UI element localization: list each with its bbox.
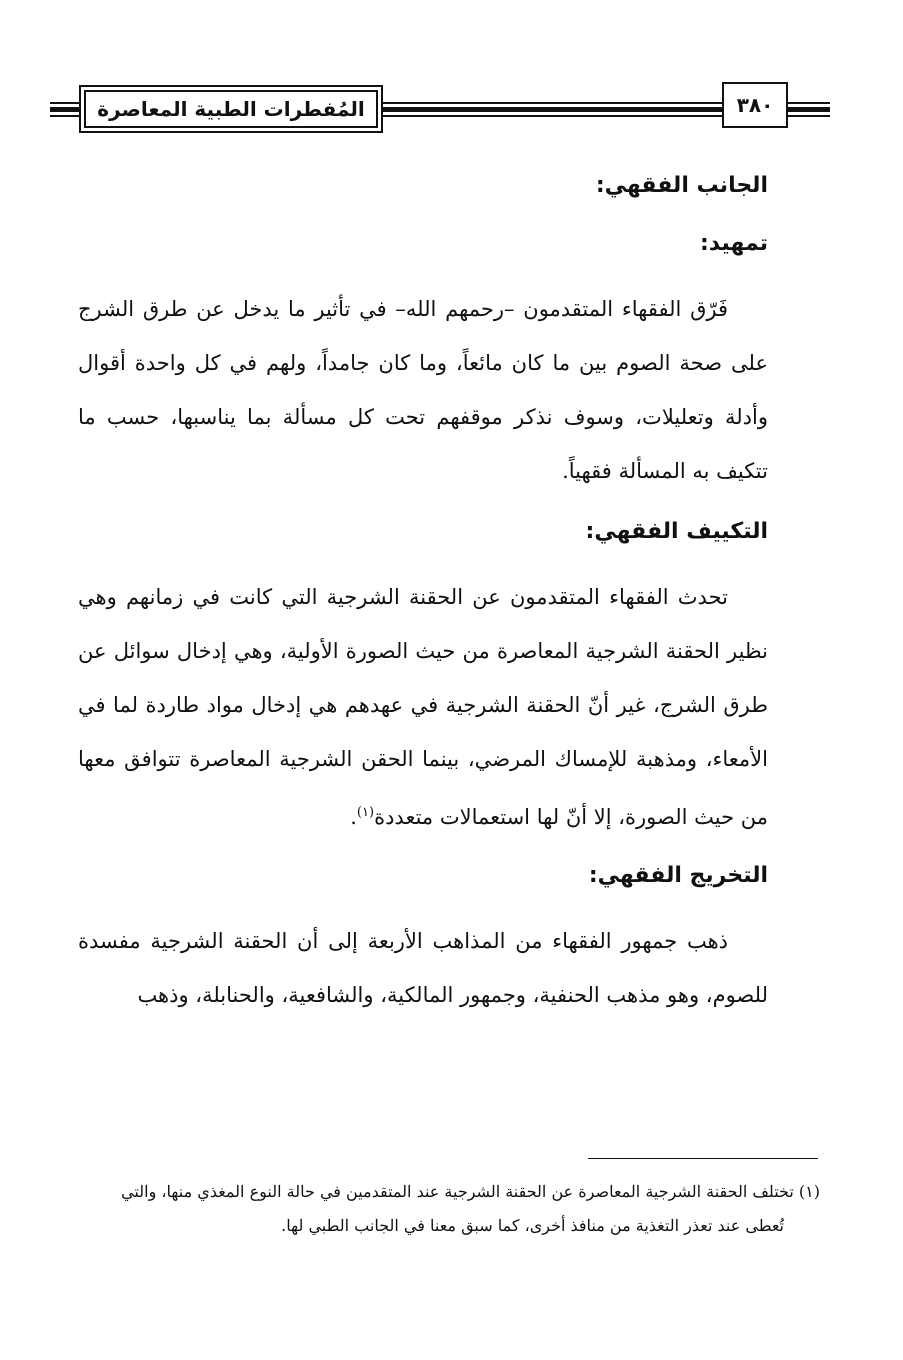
footnotes: [60, 1175, 820, 1243]
paragraph-takyeef-text: تحدث الفقهاء المتقدمون عن الحقنة الشرجية التي كانت في زمانهم وهي نظير الحقنة الشرجية المعاصرة من حيث الصورة الأولية، وهي إدخال سوائل عن طرق الشرج، غير أنّ الحقنة الشرجية في عهدهم هي إدخال مواد طاردة لما في الأمعاء، ومذهبة للإمساك المرضي، بينما الحقن الشرجية المعاصرة تتوافق معها من حيث الصورة، إلا أنّ لها استعمالات متعددة: [78, 585, 768, 829]
paragraph-takhreej: ذهب جمهور الفقهاء من المذاهب الأربعة إلى أن الحقنة الشرجية مفسدة للصوم، وهو مذهب الحنفية، وجمهور المالكية، والشافعية، والحنابلة، وذهب: [78, 929, 768, 1007]
page-number: ٣٨٠: [722, 82, 788, 128]
heading-takyeef: التكييف الفقهي:: [585, 519, 768, 544]
footnote-divider: [588, 1158, 818, 1159]
paragraph-takyeef-end: .: [350, 805, 357, 829]
page-header: [50, 82, 830, 132]
heading-fiqh-side: الجانب الفقهي:: [595, 173, 768, 198]
footnote-1-line-2: تُعطى عند تعذر التغذية من منافذ أخرى، كما سبق معنا في الجانب الطبي لها.: [281, 1216, 784, 1235]
footnote-ref[interactable]: (١): [356, 805, 375, 820]
paragraph-takyeef: [78, 570, 768, 844]
running-title: المُفطرات الطبية المعاصرة: [84, 90, 378, 128]
footnote-1-line-1: (١) تختلف الحقنة الشرجية المعاصرة عن الحقنة الشرجية عند المتقدمين في حالة النوع المغذي منها، والتي: [121, 1182, 820, 1201]
heading-takhreej: التخريج الفقهي:: [588, 863, 768, 888]
main-text: [78, 160, 768, 1034]
paragraph-intro: فَرّق الفقهاء المتقدمون –رحمهم الله– في تأثير ما يدخل عن طرق الشرج على صحة الصوم بين ما كان مائعاً، وما كان جامداً، ولهم في كل واحدة أقوال وأدلة وتعليلات، وسوف نذكر موقفهم تحت كل مسألة بما يناسبها، حسب ما تتكيف به المسألة فقهياً.: [78, 297, 768, 483]
heading-intro: تمهيد:: [699, 231, 768, 256]
